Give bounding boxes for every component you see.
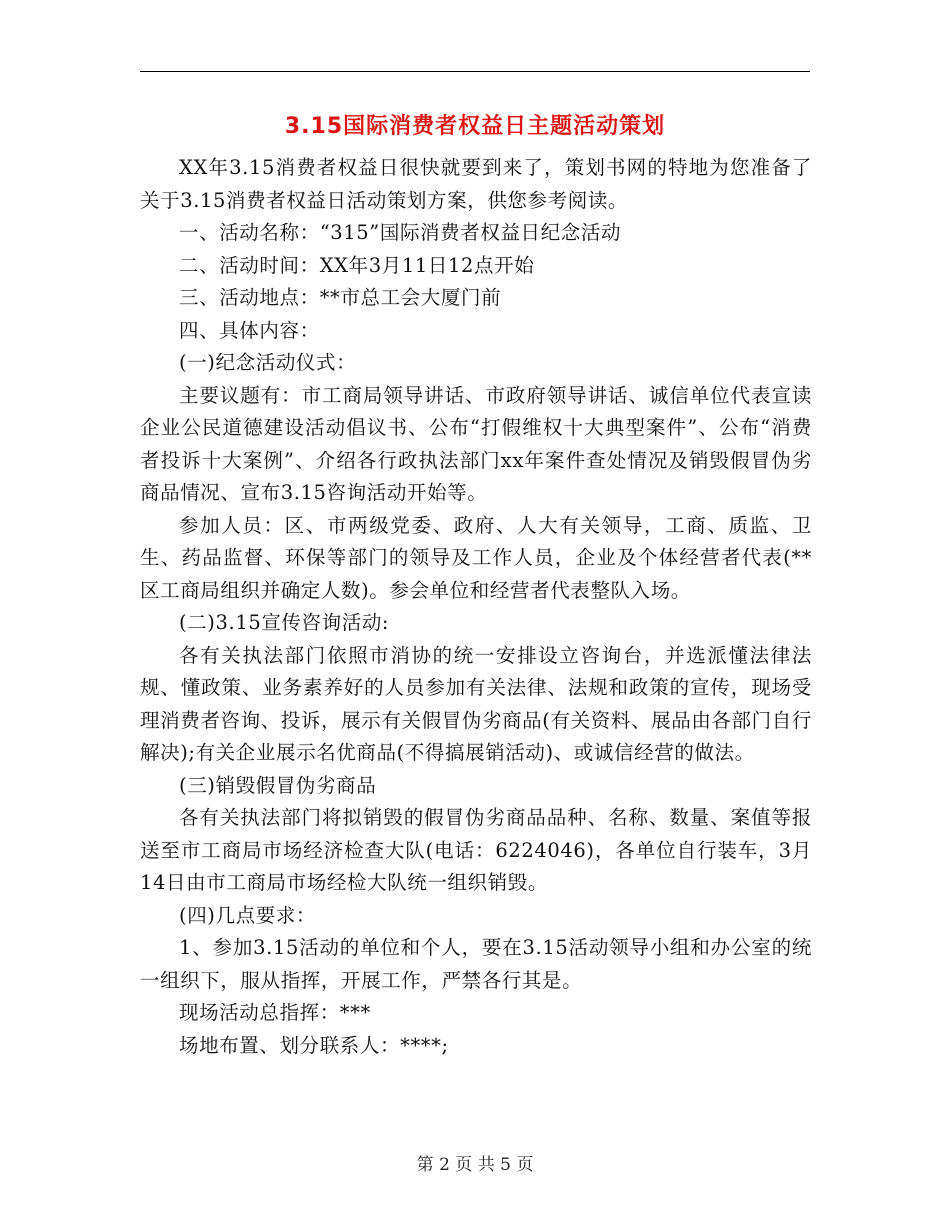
paragraph-requirement-1: 1、参加3.15活动的单位和个人，要在3.15活动领导小组和办公室的统一组织下，服从指挥，开展工作，严禁各行其是。	[140, 936, 812, 992]
subsection-heading-requirements: (四)几点要求：	[179, 903, 317, 927]
paragraph-commander: 现场活动总指挥：***	[179, 1001, 371, 1024]
page-number: 第 2 页 共 5 页	[416, 1155, 534, 1175]
header-rule	[140, 71, 810, 72]
paragraph-activity-time: 二、活动时间：XX年3月11日12点开始	[179, 253, 535, 277]
paragraph-activity-name: 一、活动名称：“315”国际消费者权益日纪念活动	[179, 221, 622, 244]
paragraph-participants: 参加人员：区、市两级党委、政府、人大有关领导，工商、质监、卫生、药品监督、环保等部门的领导及工作人员，企业及个体经营者代表(**区工商局组织并确定人数)。参会单位和经营者代表整队入场。	[140, 513, 812, 602]
paragraph-activity-location: 三、活动地点：**市总工会大厦门前	[179, 286, 502, 309]
paragraph-venue-contact: 场地布置、划分联系人：****;	[179, 1033, 449, 1057]
subsection-heading-consultation: (二)3.15宣传咨询活动:	[179, 611, 390, 634]
paragraph-consultation: 各有关执法部门依照市消协的统一安排设立咨询台，并选派懂法律法规、懂政策、业务素养好的人员参加有关法律、法规和政策的宣传，现场受理消费者咨询、投诉，展示有关假冒伪劣商品(有关资料、展品由各部门自行解决);有关企业展示名优商品(不得搞展销活动)、或诚信经营的做法。	[140, 643, 812, 764]
subsection-heading-destruction: (三)销毁假冒伪劣商品	[179, 773, 377, 797]
document-body	[140, 152, 812, 1062]
paragraph-destruction: 各有关执法部门将拟销毁的假冒伪劣商品品种、名称、数量、案值等报送至市工商局市场经济检查大队(电话：6224046)，各单位自行装车，3月14日由市工商局市场经检大队统一组织销毁。	[140, 806, 812, 894]
paragraph-agenda: 主要议题有：市工商局领导讲话、市政府领导讲话、诚信单位代表宣读企业公民道德建设活动倡议书、公布“打假维权十大典型案件”、公布“消费者投诉十大案例”、介绍各行政执法部门xx年案件查处情况及销毁假冒伪劣商品情况、宣布3.15咨询活动开始等。	[140, 383, 812, 504]
paragraph-intro: XX年3.15消费者权益日很快就要到来了，策划书网的特地为您准备了关于3.15消费者权益日活动策划方案，供您参考阅读。	[140, 156, 812, 212]
page-footer	[0, 1152, 950, 1178]
section-heading-content: 四、具体内容：	[179, 318, 320, 342]
subsection-heading-ceremony: (一)纪念活动仪式：	[179, 351, 357, 374]
document-title: 3.15国际消费者权益日主题活动策划	[284, 114, 666, 139]
